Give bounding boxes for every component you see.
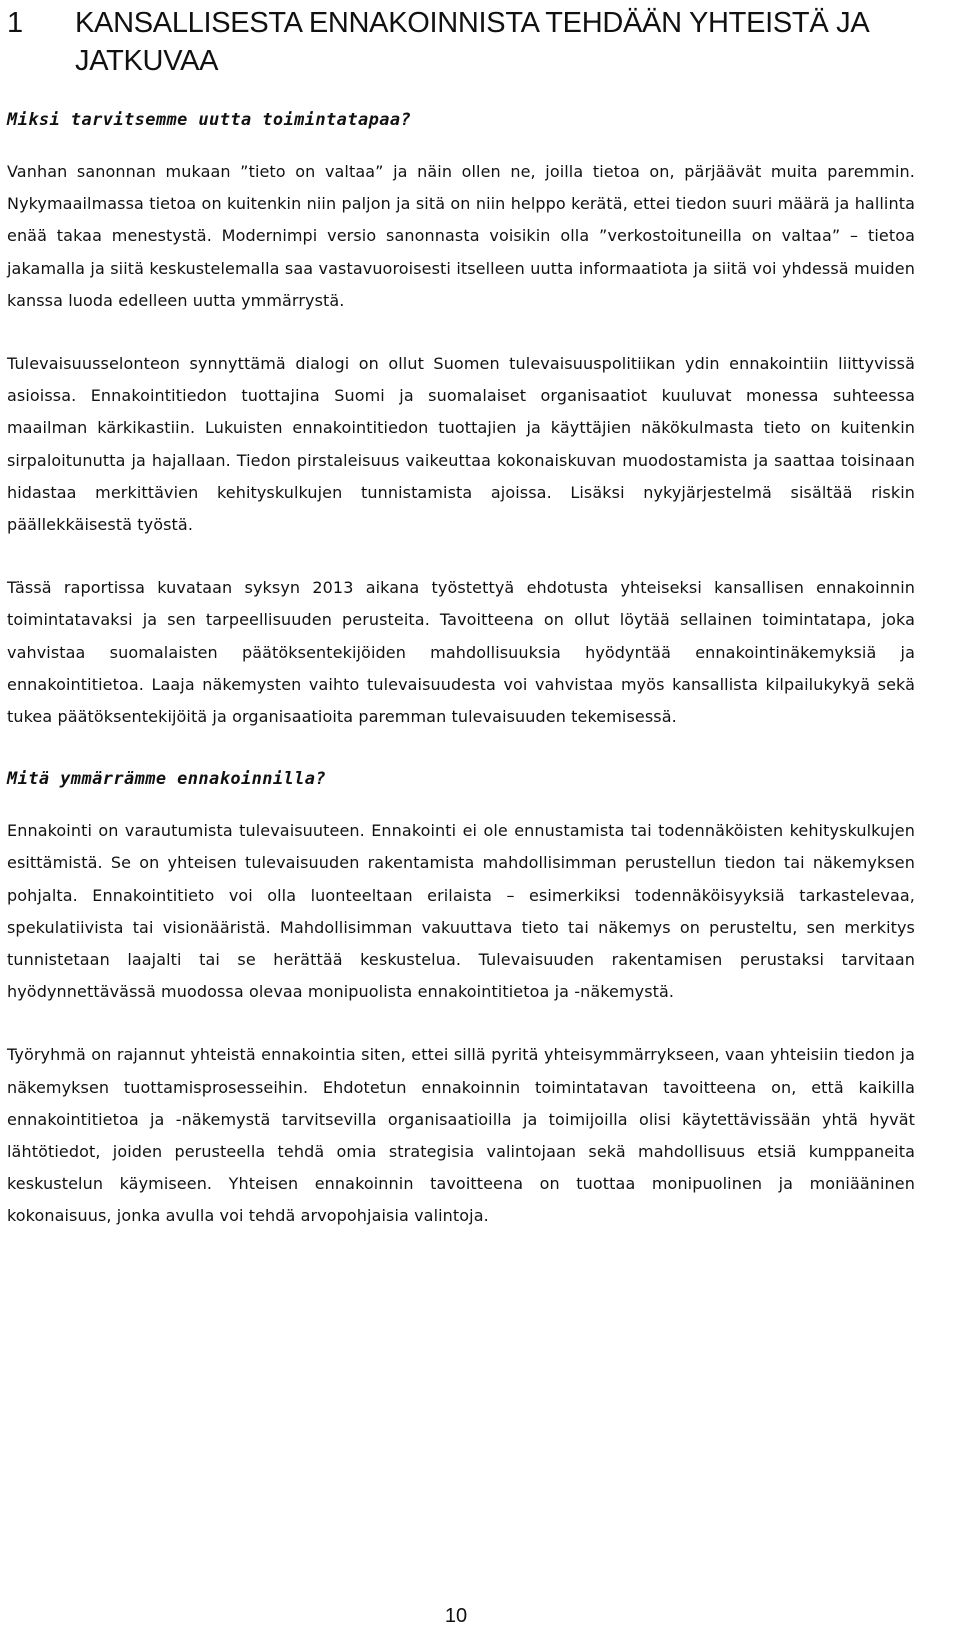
paragraph-what-1: Ennakointi on varautumista tulevaisuuteen. Ennakointi ei ole ennustamista tai todennäköisten kehityskulkujen esittämistä. Se on yhteisen tulevaisuuden rakentamista mahdollisimman perustellun tiedon tai näkemyksen pohjalta. Ennakointitieto voi olla luonteeltaan erilaista – esimerkiksi todennäköisyyksiä tarkastelevaa, spekulatiivista tai visionääristä. Mahdollisimman vakuuttava tieto tai näkemys on perusteltu, sen merkitys tunnistetaan laajalti tai se herättää keskustelua. Tulevaisuuden rakentamisen perustaksi tarvitaan hyödynnettävässä muodossa olevaa monipuolista ennakointitietoa ja -näkemystä. bbox=[7, 821, 915, 1002]
document-page bbox=[7, 0, 915, 1233]
section-heading-what: Mitä ymmärrämme ennakoinnilla? bbox=[7, 769, 327, 790]
paragraph-why-1: Vanhan sanonnan mukaan ”tieto on valtaa” ja näin ollen ne, joilla tietoa on, pärjäävät muita paremmin. Nykymaailmassa tietoa on kuitenkin niin paljon ja sitä on niin helppo kerätä, ettei tiedon suuri määrä ja hallinta enää takaa menestystä. Modernimpi versio sanonnasta voisikin olla ”verkostoituneilla on valtaa” – tietoa jakamalla ja siitä keskustelemalla saa vastavuoroisesti itselleen uutta informaatiota ja siitä voi yhdessä muiden kanssa luoda edelleen uutta ymmärrystä. bbox=[7, 162, 915, 310]
paragraph-why-2: Tulevaisuusselonteon synnyttämä dialogi on ollut Suomen tulevaisuuspolitiikan ydin ennakointiin liittyvissä asioissa. Ennakointitiedon tuottajina Suomi ja suomalaiset organisaatiot kuuluvat monessa suhteessa maailman kärkikastiin. Lukuisten ennakointitiedon tuottajien ja käyttäjien näkökulmasta tieto on kuitenkin sirpaloitunutta ja hajallaan. Tiedon pirstaleisuus vaikeuttaa kokonaiskuvan muodostamista ja saattaa toisinaan hidastaa merkittävien kehityskulkujen tunnistamista ajoissa. Lisäksi nykyjärjestelmä sisältää riskin päällekkäisestä työstä. bbox=[7, 354, 915, 535]
paragraph-what-2: Työryhmä on rajannut yhteistä ennakointia siten, ettei sillä pyritä yhteisymmärrykseen, vaan yhteisiin tiedon ja näkemyksen tuottamisprosesseihin. Ehdotetun ennakoinnin toimintatavan tavoitteena on, että kaikilla ennakointitietoa ja -näkemystä tarvitsevilla organisaatioilla ja toimijoilla olisi käytettävissään yhtä hyvät lähtötiedot, joiden perusteella tehdä omia strategisia valintojaan sekä mahdollisuus etsiä kumppaneita keskustelun käymiseen. Yhteisen ennakoinnin tavoitteena on tuottaa monipuolinen ja moniääninen kokonaisuus, jonka avulla voi tehdä arvopohjaisia valintoja. bbox=[7, 1045, 915, 1226]
chapter-title: KANSALLISESTA ENNAKOINNISTA TEHDÄÄN YHTEISTÄ JA JATKUVAA bbox=[75, 7, 868, 77]
section-heading-why: Miksi tarvitsemme uutta toimintatapaa? bbox=[7, 110, 412, 130]
chapter-heading bbox=[7, 4, 915, 80]
page-number: 10 bbox=[444, 1605, 468, 1627]
paragraph-why-3: Tässä raportissa kuvataan syksyn 2013 aikana työstettyä ehdotusta yhteiseksi kansallisen ennakoinnin toimintatavaksi ja sen tarpeellisuuden perusteita. Tavoitteena on ollut löytää sellainen toimintatapa, joka vahvistaa suomalaisten päätöksentekijöiden mahdollisuuksia hyödyntää ennakointinäkemyksiä ja ennakointitietoa. Laaja näkemysten vaihto tulevaisuudesta voi vahvistaa myös kansallista kilpailukykyä sekä tukea päätöksentekijöitä ja organisaatioita paremman tulevaisuuden tekemisessä. bbox=[7, 578, 915, 727]
chapter-number: 1 bbox=[7, 7, 23, 39]
